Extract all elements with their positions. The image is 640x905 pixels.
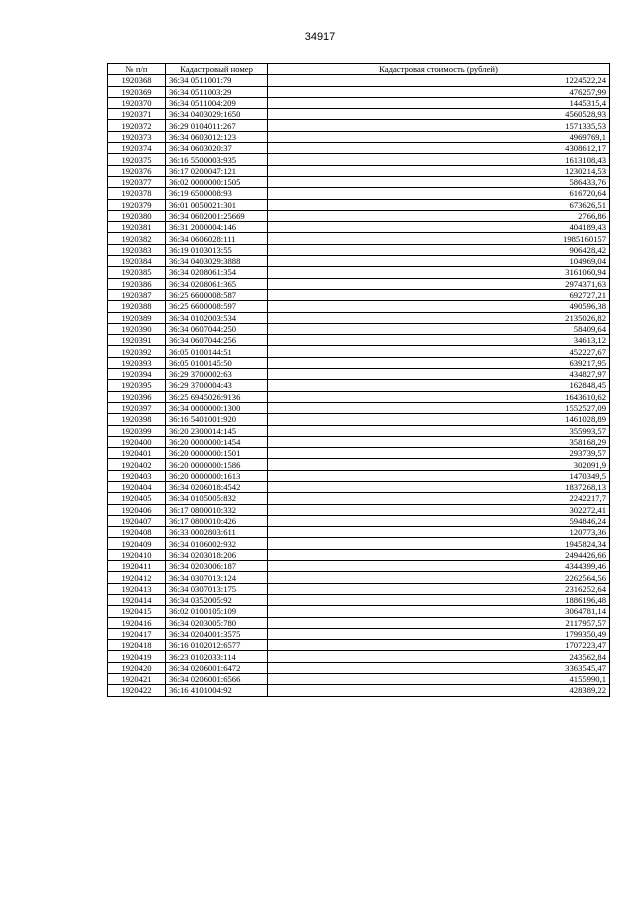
cadastral-number: 36:34 0102003:534	[166, 312, 268, 323]
row-number: 1920413	[108, 583, 166, 594]
table-row	[108, 346, 610, 357]
table-row	[108, 651, 610, 662]
cadastral-number: 36:20 0000000:1501	[166, 448, 268, 459]
cadastral-number: 36:23 0102033:114	[166, 651, 268, 662]
cadastral-number: 36:34 0511001:79	[166, 75, 268, 86]
cadastral-cost: 4308612,17	[268, 143, 610, 154]
cadastral-number: 36:19 6500008:93	[166, 188, 268, 199]
cadastral-cost: 1552527,09	[268, 402, 610, 413]
cadastral-number: 36:20 0000000:1613	[166, 470, 268, 481]
table-row	[108, 493, 610, 504]
table-row	[108, 527, 610, 538]
row-number: 1920403	[108, 470, 166, 481]
cadastral-number: 36:29 0104011:267	[166, 120, 268, 131]
table-row	[108, 335, 610, 346]
cadastral-cost: 4155990,1	[268, 674, 610, 685]
table-row	[108, 436, 610, 447]
row-number: 1920368	[108, 75, 166, 86]
cadastral-number: 36:17 0800010:332	[166, 504, 268, 515]
row-number: 1920409	[108, 538, 166, 549]
table-row	[108, 606, 610, 617]
table-row	[108, 685, 610, 696]
cadastral-number: 36:34 0511004:209	[166, 97, 268, 108]
row-number: 1920400	[108, 436, 166, 447]
table-row	[108, 481, 610, 492]
row-number: 1920377	[108, 176, 166, 187]
table-row	[108, 628, 610, 639]
cadastral-value-table	[107, 63, 610, 697]
cadastral-number: 36:34 0000000:1300	[166, 402, 268, 413]
row-number: 1920388	[108, 301, 166, 312]
cadastral-cost: 2494426,66	[268, 549, 610, 560]
row-number: 1920396	[108, 391, 166, 402]
cadastral-number: 36:34 0203006:187	[166, 561, 268, 572]
cadastral-cost: 104969,04	[268, 256, 610, 267]
header-cadastral-cost: Кадастровая стоимость (рублей)	[268, 64, 610, 75]
cadastral-cost: 1945824,34	[268, 538, 610, 549]
cadastral-number: 36:34 0106002:932	[166, 538, 268, 549]
cadastral-number: 36:20 0000000:1586	[166, 459, 268, 470]
cadastral-cost: 3363545,47	[268, 662, 610, 673]
cadastral-number: 36:29 3700004:43	[166, 380, 268, 391]
table-row	[108, 414, 610, 425]
cadastral-number: 36:16 5401001:920	[166, 414, 268, 425]
table-row	[108, 674, 610, 685]
table-row	[108, 143, 610, 154]
table-row	[108, 301, 610, 312]
row-number: 1920381	[108, 222, 166, 233]
cadastral-number: 36:34 0105005:832	[166, 493, 268, 504]
cadastral-number: 36:34 0203018:206	[166, 549, 268, 560]
row-number: 1920386	[108, 278, 166, 289]
header-num: № п/п	[108, 64, 166, 75]
table-row	[108, 256, 610, 267]
cadastral-cost: 1461028,89	[268, 414, 610, 425]
row-number: 1920373	[108, 131, 166, 142]
cadastral-cost: 692727,21	[268, 289, 610, 300]
cadastral-cost: 906428,42	[268, 244, 610, 255]
cadastral-number: 36:20 0000000:1454	[166, 436, 268, 447]
cadastral-number: 36:17 0200047:121	[166, 165, 268, 176]
cadastral-cost: 2766,86	[268, 210, 610, 221]
row-number: 1920404	[108, 481, 166, 492]
row-number: 1920422	[108, 685, 166, 696]
table-row	[108, 538, 610, 549]
row-number: 1920410	[108, 549, 166, 560]
row-number: 1920405	[108, 493, 166, 504]
table-row	[108, 561, 610, 572]
table-body	[108, 75, 610, 696]
cadastral-cost: 2242217,7	[268, 493, 610, 504]
cadastral-cost: 1470349,5	[268, 470, 610, 481]
cadastral-cost: 1643610,62	[268, 391, 610, 402]
row-number: 1920418	[108, 640, 166, 651]
cadastral-number: 36:34 0204001:3575	[166, 628, 268, 639]
table-row	[108, 154, 610, 165]
row-number: 1920416	[108, 617, 166, 628]
cadastral-cost: 1613108,43	[268, 154, 610, 165]
cadastral-number: 36:34 0607044:250	[166, 323, 268, 334]
cadastral-number: 36:05 0100145:50	[166, 357, 268, 368]
cadastral-cost: 490596,38	[268, 301, 610, 312]
table-row	[108, 120, 610, 131]
cadastral-cost: 1230214,53	[268, 165, 610, 176]
row-number: 1920378	[108, 188, 166, 199]
cadastral-number: 36:29 3700002:63	[166, 369, 268, 380]
header-row	[108, 64, 610, 75]
cadastral-number: 36:34 0307013:175	[166, 583, 268, 594]
row-number: 1920379	[108, 199, 166, 210]
cadastral-cost: 1707223,47	[268, 640, 610, 651]
row-number: 1920370	[108, 97, 166, 108]
cadastral-number: 36:34 0352005:92	[166, 594, 268, 605]
cadastral-number: 36:16 0102012:6577	[166, 640, 268, 651]
row-number: 1920408	[108, 527, 166, 538]
table-row	[108, 515, 610, 526]
cadastral-number: 36:34 0206001:6566	[166, 674, 268, 685]
table-row	[108, 583, 610, 594]
page-number: 34917	[304, 31, 336, 43]
table-row	[108, 617, 610, 628]
cadastral-cost: 1571335,53	[268, 120, 610, 131]
row-number: 1920407	[108, 515, 166, 526]
table-row	[108, 391, 610, 402]
cadastral-number: 36:25 6600008:597	[166, 301, 268, 312]
row-number: 1920374	[108, 143, 166, 154]
table-row	[108, 109, 610, 120]
cadastral-cost: 1224522,24	[268, 75, 610, 86]
table-row	[108, 165, 610, 176]
row-number: 1920397	[108, 402, 166, 413]
cadastral-number: 36:34 0208061:354	[166, 267, 268, 278]
row-number: 1920395	[108, 380, 166, 391]
table-row	[108, 425, 610, 436]
table-row	[108, 572, 610, 583]
row-number: 1920389	[108, 312, 166, 323]
cadastral-cost: 293739,57	[268, 448, 610, 459]
row-number: 1920399	[108, 425, 166, 436]
table-row	[108, 176, 610, 187]
cadastral-number: 36:17 0800010:426	[166, 515, 268, 526]
table-row	[108, 369, 610, 380]
table-row	[108, 199, 610, 210]
row-number: 1920419	[108, 651, 166, 662]
cadastral-cost: 4969769,1	[268, 131, 610, 142]
cadastral-cost: 476257,99	[268, 86, 610, 97]
cadastral-cost: 358168,29	[268, 436, 610, 447]
cadastral-number: 36:34 0603020:37	[166, 143, 268, 154]
cadastral-number: 36:20 2300014:145	[166, 425, 268, 436]
row-number: 1920414	[108, 594, 166, 605]
cadastral-cost: 243562,84	[268, 651, 610, 662]
cadastral-cost: 2316252,64	[268, 583, 610, 594]
row-number: 1920372	[108, 120, 166, 131]
table-row	[108, 267, 610, 278]
cadastral-cost: 1837268,13	[268, 481, 610, 492]
cadastral-number: 36:34 0607044:256	[166, 335, 268, 346]
cadastral-number: 36:01 0050021:301	[166, 199, 268, 210]
cadastral-number: 36:19 0103013:55	[166, 244, 268, 255]
cadastral-cost: 1445315,4	[268, 97, 610, 108]
table-row	[108, 86, 610, 97]
row-number: 1920420	[108, 662, 166, 673]
row-number: 1920385	[108, 267, 166, 278]
cadastral-cost: 2135026,82	[268, 312, 610, 323]
cadastral-number: 36:34 0206001:6472	[166, 662, 268, 673]
cadastral-number: 36:34 0206018:4542	[166, 481, 268, 492]
table-row	[108, 233, 610, 244]
table-row	[108, 97, 610, 108]
cadastral-cost: 1886196,48	[268, 594, 610, 605]
cadastral-cost: 34613,12	[268, 335, 610, 346]
table-row	[108, 594, 610, 605]
cadastral-cost: 2117957,57	[268, 617, 610, 628]
row-number: 1920406	[108, 504, 166, 515]
header-cadastral-number: Кадастровый номер	[166, 64, 268, 75]
table-row	[108, 222, 610, 233]
cadastral-cost: 639217,95	[268, 357, 610, 368]
cadastral-number: 36:34 0602001:25669	[166, 210, 268, 221]
table-row	[108, 402, 610, 413]
cadastral-cost: 673626,51	[268, 199, 610, 210]
row-number: 1920371	[108, 109, 166, 120]
cadastral-cost: 355993,57	[268, 425, 610, 436]
table-row	[108, 662, 610, 673]
cadastral-cost: 4344399,46	[268, 561, 610, 572]
row-number: 1920375	[108, 154, 166, 165]
table-row	[108, 131, 610, 142]
table-row	[108, 323, 610, 334]
cadastral-cost: 2262564,56	[268, 572, 610, 583]
table-row	[108, 210, 610, 221]
cadastral-cost: 302272,41	[268, 504, 610, 515]
cadastral-number: 36:02 0000000:1505	[166, 176, 268, 187]
cadastral-number: 36:34 0511003:29	[166, 86, 268, 97]
row-number: 1920391	[108, 335, 166, 346]
cadastral-number: 36:25 6600008:587	[166, 289, 268, 300]
cadastral-cost: 594846,24	[268, 515, 610, 526]
row-number: 1920393	[108, 357, 166, 368]
cadastral-number: 36:34 0403029:1650	[166, 109, 268, 120]
row-number: 1920402	[108, 459, 166, 470]
table-row	[108, 504, 610, 515]
cadastral-cost: 452227,67	[268, 346, 610, 357]
row-number: 1920415	[108, 606, 166, 617]
cadastral-cost: 434827,97	[268, 369, 610, 380]
cadastral-cost: 162848,45	[268, 380, 610, 391]
cadastral-number: 36:33 0002803:611	[166, 527, 268, 538]
row-number: 1920380	[108, 210, 166, 221]
row-number: 1920383	[108, 244, 166, 255]
row-number: 1920369	[108, 86, 166, 97]
cadastral-number: 36:31 2000004:146	[166, 222, 268, 233]
row-number: 1920376	[108, 165, 166, 176]
cadastral-cost: 2974371,63	[268, 278, 610, 289]
cadastral-number: 36:34 0603012:123	[166, 131, 268, 142]
cadastral-number: 36:34 0307013:124	[166, 572, 268, 583]
table-row	[108, 312, 610, 323]
row-number: 1920387	[108, 289, 166, 300]
table-row	[108, 357, 610, 368]
table-row	[108, 448, 610, 459]
cadastral-number: 36:34 0403029:3888	[166, 256, 268, 267]
row-number: 1920421	[108, 674, 166, 685]
cadastral-cost: 1799350,49	[268, 628, 610, 639]
cadastral-cost: 302091,9	[268, 459, 610, 470]
row-number: 1920384	[108, 256, 166, 267]
table-header	[108, 64, 610, 75]
cadastral-number: 36:25 6945026:9136	[166, 391, 268, 402]
cadastral-number: 36:34 0203005:780	[166, 617, 268, 628]
table-row	[108, 470, 610, 481]
row-number: 1920392	[108, 346, 166, 357]
cadastral-number: 36:02 0100105:109	[166, 606, 268, 617]
cadastral-cost: 58409,64	[268, 323, 610, 334]
cadastral-cost: 1985160157	[268, 233, 610, 244]
row-number: 1920398	[108, 414, 166, 425]
table-row	[108, 380, 610, 391]
table-row	[108, 459, 610, 470]
table-row	[108, 278, 610, 289]
cadastral-cost: 586433,76	[268, 176, 610, 187]
cadastral-cost: 4560528,93	[268, 109, 610, 120]
table-row	[108, 244, 610, 255]
table-row	[108, 289, 610, 300]
cadastral-cost: 404189,43	[268, 222, 610, 233]
cadastral-cost: 616720,64	[268, 188, 610, 199]
row-number: 1920382	[108, 233, 166, 244]
cadastral-cost: 3064781,14	[268, 606, 610, 617]
row-number: 1920417	[108, 628, 166, 639]
cadastral-number: 36:16 5500003:935	[166, 154, 268, 165]
cadastral-cost: 3161060,94	[268, 267, 610, 278]
cadastral-number: 36:34 0208061:365	[166, 278, 268, 289]
cadastral-number: 36:34 0606028:111	[166, 233, 268, 244]
cadastral-number: 36:05 0100144:51	[166, 346, 268, 357]
row-number: 1920412	[108, 572, 166, 583]
table-row	[108, 549, 610, 560]
cadastral-number: 36:16 4101004:92	[166, 685, 268, 696]
table-row	[108, 640, 610, 651]
row-number: 1920411	[108, 561, 166, 572]
cadastral-cost: 428389,22	[268, 685, 610, 696]
cadastral-cost: 120773,36	[268, 527, 610, 538]
row-number: 1920401	[108, 448, 166, 459]
row-number: 1920390	[108, 323, 166, 334]
table-row	[108, 75, 610, 86]
table-row	[108, 188, 610, 199]
row-number: 1920394	[108, 369, 166, 380]
